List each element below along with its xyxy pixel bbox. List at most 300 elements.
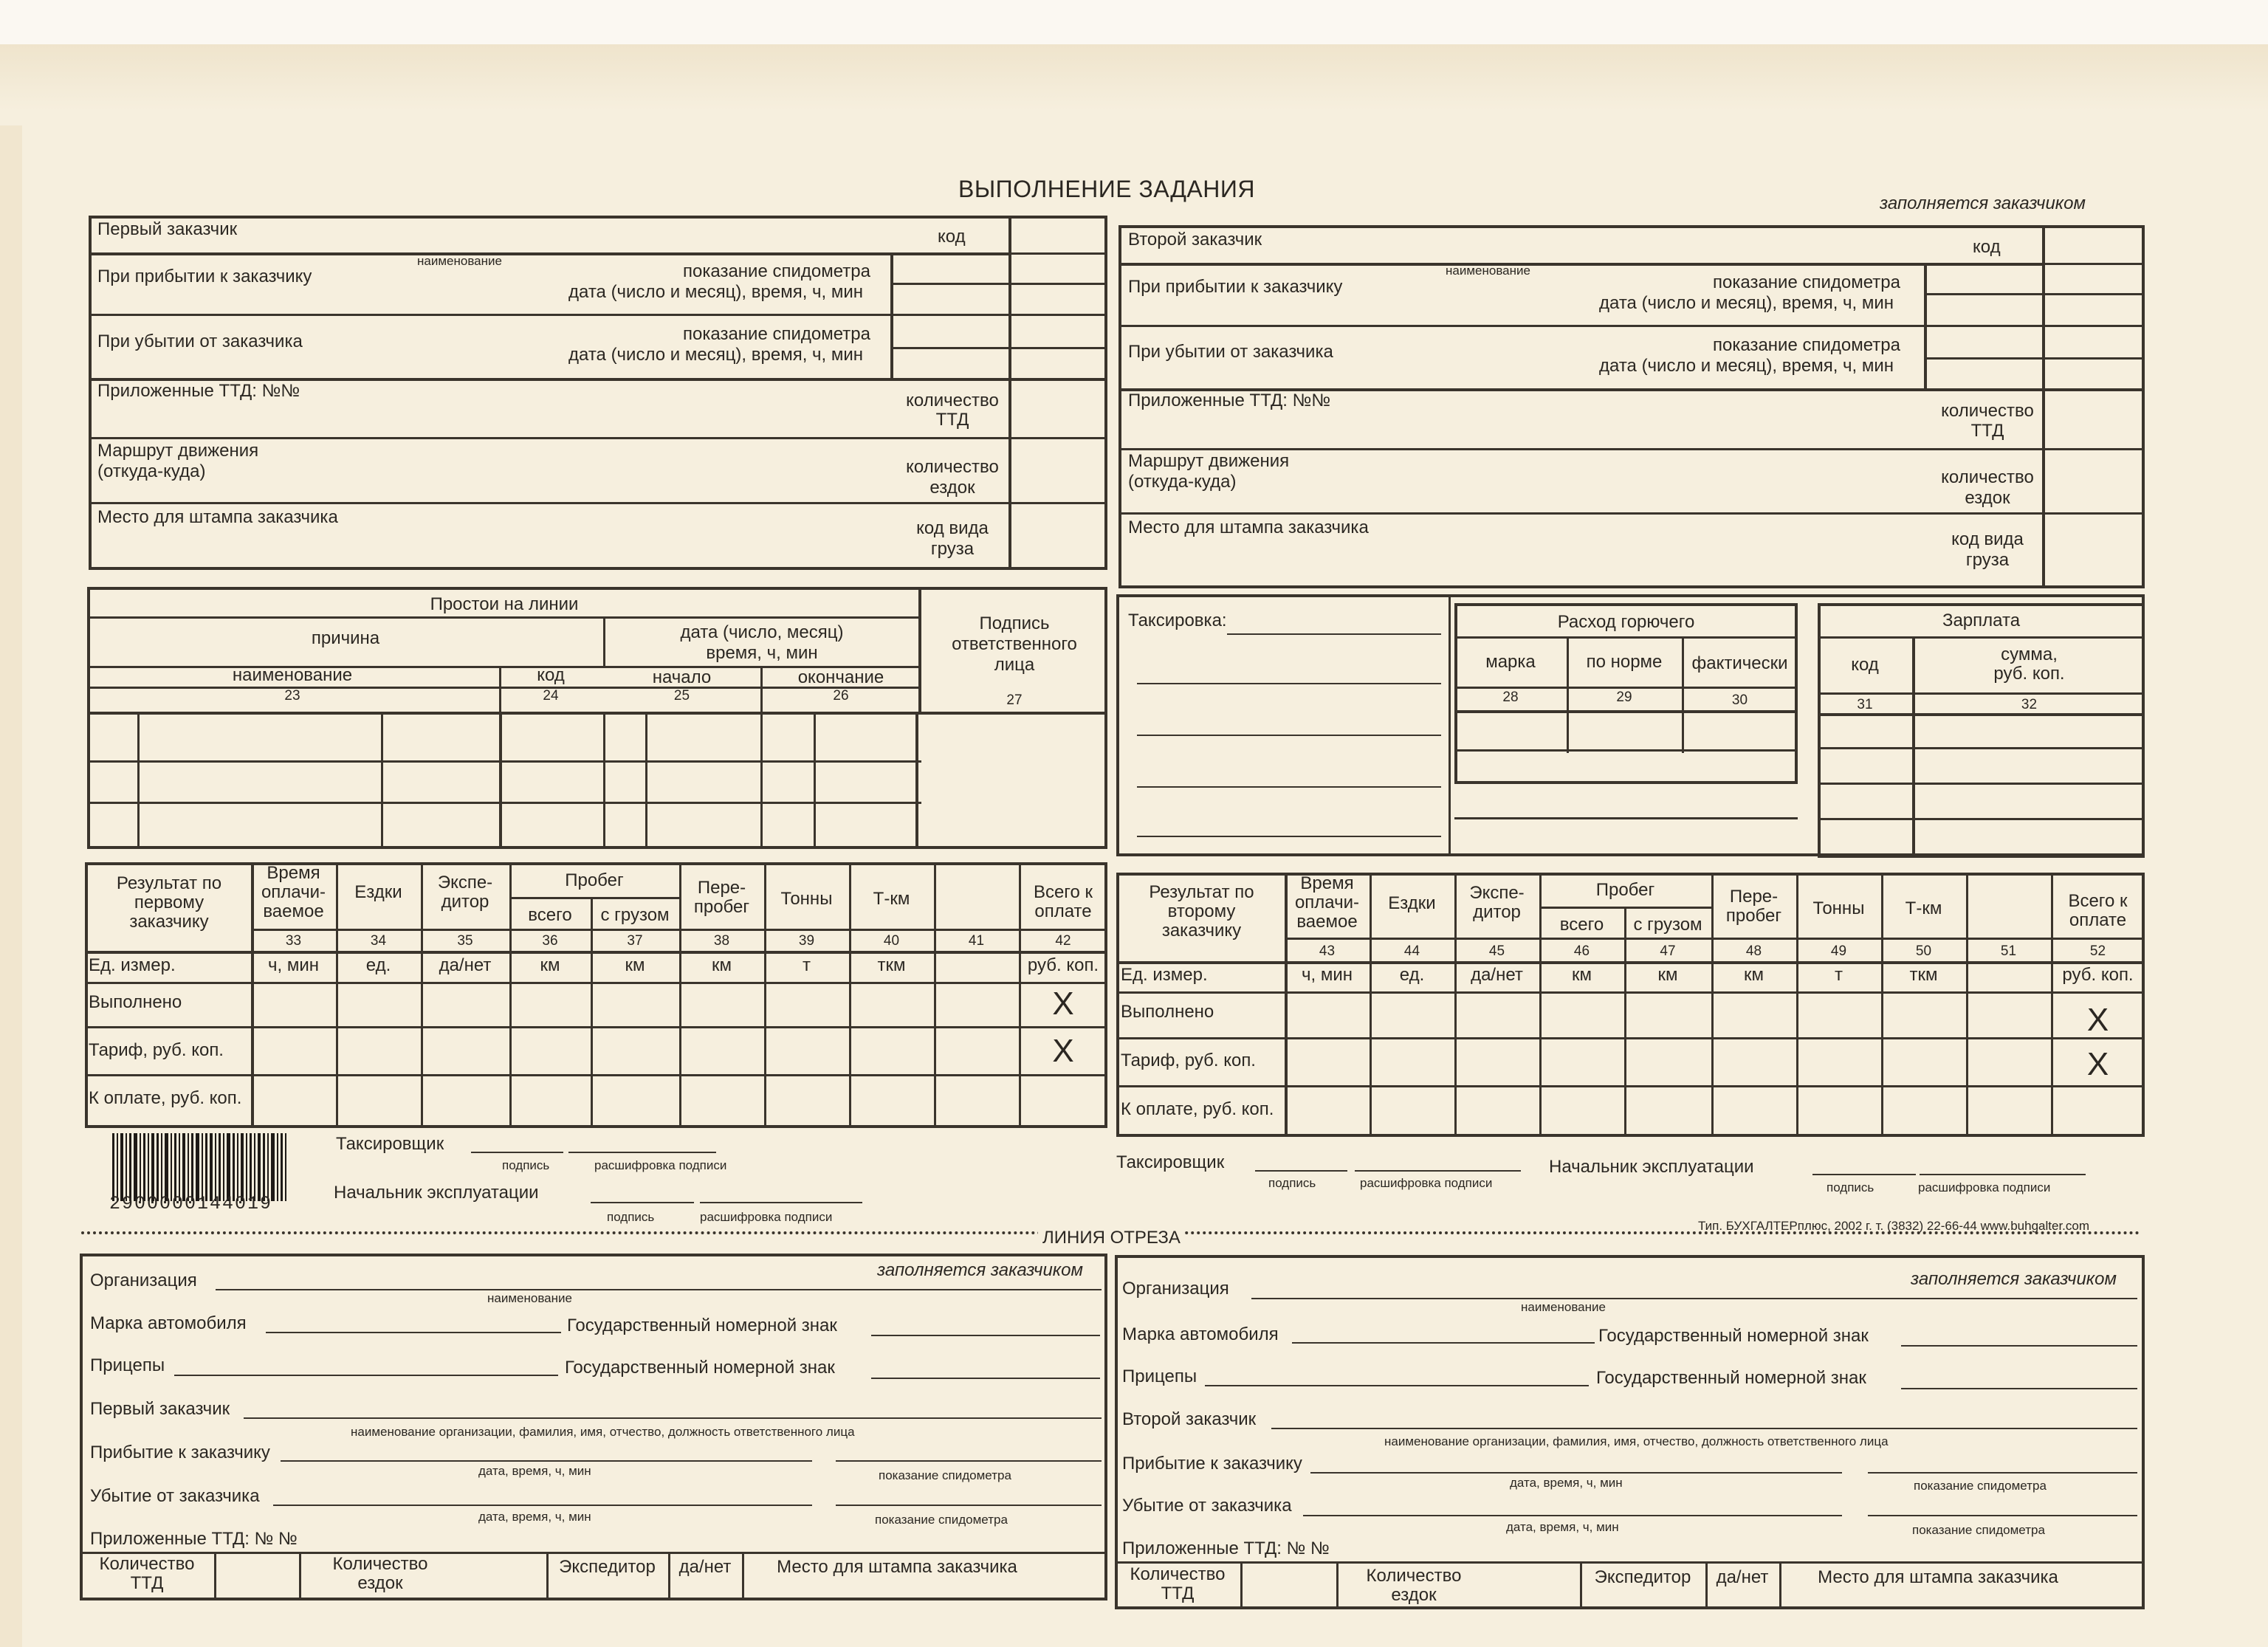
- fill-line: [1251, 1298, 2137, 1299]
- rule: [2042, 263, 2145, 265]
- cr-plate-2: Государственный номерной знак: [1596, 1368, 1866, 1388]
- cr-qty-ttd-1: Количество: [1130, 1564, 1226, 1584]
- sign-line: [568, 1152, 716, 1153]
- rule: [87, 802, 921, 804]
- c-arrival: Прибытие к заказчику: [90, 1443, 270, 1462]
- stamp-label-r: Место для штампа заказчика: [1128, 518, 1369, 537]
- unit-t-r: т: [1835, 965, 1843, 985]
- row-done-r: Выполнено: [1121, 1002, 1214, 1022]
- num-35: 35: [457, 933, 473, 949]
- res1-total: всего: [528, 905, 572, 925]
- unit-time-r: ч, мин: [1302, 965, 1353, 985]
- unit-km2-r: км: [1657, 965, 1678, 985]
- row-tariff: Тариф, руб. коп.: [89, 1040, 224, 1060]
- res1-mileage: Пробег: [565, 870, 624, 890]
- unit-km1-r: км: [1572, 965, 1592, 985]
- datetime-label-r: дата (число и месяц), время, ч, мин: [1599, 293, 1894, 313]
- cr-org-hint: наименование организации, фамилия, имя, отчество, должность ответственного лица: [1384, 1434, 1889, 1448]
- num-28: 28: [1502, 690, 1519, 705]
- rule: [1924, 357, 2145, 360]
- fill-line: [1303, 1515, 1842, 1516]
- downtime-name: наименование: [232, 665, 353, 685]
- rule: [1118, 263, 2045, 266]
- rule: [1285, 938, 2145, 940]
- sig-3: лица: [994, 655, 1035, 675]
- fill-line: [1901, 1345, 2137, 1347]
- cr-plate: Государственный номерной знак: [1598, 1326, 1869, 1346]
- units-label: Ед. измер.: [89, 955, 176, 975]
- qty-ttd-2: ТТД: [935, 410, 969, 430]
- sig-decode-hint-2: расшифровка подписи: [700, 1210, 833, 1224]
- taxing-line: [1137, 683, 1441, 684]
- rule: [1454, 817, 1798, 819]
- sign-line: [1255, 1170, 1347, 1172]
- res2-over-1: Пере-: [1729, 887, 1779, 907]
- fill-line: [244, 1417, 1102, 1419]
- hint-name-2: наименование: [1446, 264, 1530, 278]
- rule: [85, 951, 1107, 954]
- unit-time: ч, мин: [268, 955, 319, 975]
- num-41: 41: [968, 933, 985, 949]
- rule: [1818, 713, 2145, 716]
- qty-ttd-r1: количество: [1941, 401, 2034, 421]
- c-yesno: да/нет: [678, 1557, 732, 1577]
- cr-expeditor: Экспедитор: [1594, 1567, 1691, 1587]
- fuel-header: Расход горючего: [1557, 612, 1695, 632]
- res2-title-1: Результат по: [1149, 882, 1254, 902]
- res2-time-2: оплачи-: [1294, 893, 1360, 912]
- first-customer-label: Первый заказчик: [97, 219, 238, 239]
- num-49: 49: [1830, 943, 1847, 959]
- rule: [87, 616, 921, 619]
- res2-trips: Ездки: [1388, 893, 1436, 913]
- sig-hint-3: подпись: [1268, 1176, 1316, 1190]
- num-47: 47: [1660, 943, 1676, 959]
- num-33: 33: [285, 933, 302, 949]
- taxing-label: Таксировка:: [1128, 611, 1227, 630]
- res2-title-3: заказчику: [1161, 921, 1242, 941]
- qty-trips-2: ездок: [929, 478, 975, 498]
- c-first: Первый заказчик: [90, 1399, 230, 1419]
- c-ttd: Приложенные ТТД: № №: [90, 1529, 298, 1549]
- res1-loaded: с грузом: [600, 905, 670, 925]
- res1-time-3: ваемое: [263, 901, 324, 921]
- filled-by-customer-top: заполняется заказчиком: [1880, 193, 2086, 213]
- res2-time-1: Время: [1300, 873, 1354, 893]
- res2-mileage: Пробег: [1595, 880, 1655, 900]
- rule: [1454, 636, 1798, 639]
- rule: [1116, 991, 2145, 994]
- res2-tons: Тонны: [1812, 898, 1865, 918]
- unit-tkm: ткм: [877, 955, 906, 975]
- num-36: 36: [542, 933, 558, 949]
- fill-line: [1868, 1472, 2137, 1474]
- rule: [1454, 710, 1798, 713]
- second-code-col: [2042, 225, 2045, 588]
- unit-km3: км: [712, 955, 732, 975]
- cr-qty-ttd-2: ТТД: [1161, 1584, 1195, 1603]
- sign-line: [471, 1152, 563, 1153]
- num-25: 25: [673, 688, 690, 704]
- res2-over-2: пробег: [1725, 906, 1782, 926]
- fill-line: [1205, 1385, 1589, 1386]
- form-title: ВЫПОЛНЕНИЕ ЗАДАНИЯ: [958, 176, 1255, 202]
- num-31: 31: [1857, 697, 1873, 712]
- rule: [1624, 907, 1626, 1137]
- salary-sum-1: сумма,: [2001, 644, 2058, 664]
- rule: [1966, 873, 1968, 1137]
- rule: [1818, 818, 2145, 820]
- c-dt-hint-2: дата, время, ч, мин: [478, 1510, 591, 1524]
- unit-rub: руб. коп.: [1027, 955, 1099, 975]
- rule: [1818, 636, 2145, 639]
- cargo-code-r1: код вида: [1951, 529, 2024, 549]
- cr-trailers: Прицепы: [1122, 1366, 1197, 1386]
- rule: [603, 712, 605, 849]
- c-departure: Убытие от заказчика: [90, 1486, 260, 1506]
- downtime-inner-grid: [499, 712, 918, 849]
- rule: [1818, 783, 2145, 785]
- route-1: Маршрут движения: [97, 441, 259, 461]
- rule: [1115, 1561, 2145, 1564]
- num-32: 32: [2021, 697, 2038, 712]
- cr-speedo-hint-2: показание спидометра: [1912, 1523, 2045, 1537]
- qty-trips-r2: ездок: [1965, 488, 2010, 508]
- cr-second: Второй заказчик: [1122, 1409, 1257, 1429]
- paper-edge: [0, 44, 2268, 111]
- res1-time-1: Время: [267, 863, 320, 883]
- cross-mark: X: [1052, 986, 1074, 1022]
- sign-line: [1812, 1174, 1916, 1175]
- fill-line: [1868, 1515, 2137, 1516]
- sign-line: [1920, 1174, 2086, 1175]
- taxing-line: [1137, 735, 1441, 736]
- paper-left-edge: [0, 125, 22, 1647]
- cr-qty-trips-2: ездок: [1391, 1585, 1437, 1605]
- rule: [1454, 749, 1798, 752]
- rule: [89, 437, 1107, 439]
- cr-speedo-hint: показание спидометра: [1914, 1479, 2047, 1493]
- rule: [1818, 747, 2145, 749]
- num-29: 29: [1616, 690, 1632, 705]
- fill-line: [836, 1505, 1102, 1506]
- unit-t: т: [803, 955, 811, 975]
- qty-ttd-1: количество: [906, 391, 999, 410]
- res1-exp-2: дитор: [441, 892, 489, 912]
- unit-trips: ед.: [365, 955, 391, 975]
- printer-imprint: Тип. БУХГАЛТЕРплюс, 2002 г. т. (3832) 22-66-44 www.buhgalter.com: [1698, 1219, 2090, 1233]
- rule: [1449, 594, 1451, 856]
- taxing-line: [1137, 786, 1441, 788]
- route-2: (откуда-куда): [97, 461, 206, 481]
- c-stamp: Место для штампа заказчика: [777, 1557, 1017, 1577]
- num-38: 38: [713, 933, 730, 949]
- res1-over-2: пробег: [693, 897, 750, 917]
- rule: [89, 252, 1011, 255]
- sig-hint: подпись: [502, 1158, 550, 1172]
- c-qty-trips-1: Количество: [332, 1554, 428, 1574]
- res2-loaded: с грузом: [1633, 915, 1702, 935]
- unit-km3-r: км: [1744, 965, 1764, 985]
- first-customer-code-label: код: [938, 227, 966, 247]
- barcode: [112, 1133, 310, 1201]
- num-42: 42: [1055, 933, 1071, 949]
- c-org-hint: наименование организации, фамилия, имя, отчество, должность ответственного лица: [351, 1425, 855, 1439]
- num-52: 52: [2089, 943, 2106, 959]
- rule: [509, 862, 512, 1128]
- cargo-code-r2: груза: [1965, 550, 2010, 570]
- rule: [137, 712, 140, 849]
- fill-line: [174, 1375, 558, 1376]
- rule: [1924, 293, 2145, 295]
- second-customer-label: Второй заказчик: [1128, 230, 1262, 250]
- cr-stamp: Место для штампа заказчика: [1818, 1567, 2058, 1587]
- sign-line: [1355, 1170, 1521, 1172]
- unit-rub-r: руб. коп.: [2062, 965, 2134, 985]
- speedo-label-2: показание спидометра: [683, 324, 870, 344]
- row-done: Выполнено: [89, 992, 182, 1012]
- fuel-actual: фактически: [1691, 653, 1788, 673]
- cross-mark: X: [1052, 1033, 1074, 1069]
- rule: [1116, 1037, 2145, 1039]
- c-qty-ttd-1: Количество: [99, 1554, 195, 1574]
- rule: [85, 982, 1107, 984]
- tax-clerk-right: Таксировщик: [1116, 1152, 1225, 1172]
- cr-departure: Убытие от заказчика: [1122, 1496, 1292, 1516]
- cross-mark: X: [2086, 1046, 2109, 1082]
- rule: [1118, 448, 2145, 450]
- rule: [80, 1552, 1107, 1554]
- res2-time-3: ваемое: [1296, 912, 1358, 932]
- num-34: 34: [370, 933, 387, 949]
- row-tariff-r: Тариф, руб. коп.: [1121, 1051, 1256, 1070]
- res2-exp-1: Экспе-: [1469, 883, 1525, 903]
- c-speedo-hint: показание спидометра: [879, 1468, 1011, 1482]
- rule: [890, 347, 1107, 349]
- rule: [85, 1074, 1107, 1076]
- res2-tkm: Т-км: [1905, 898, 1942, 918]
- rule: [645, 712, 647, 849]
- speedo-label-r: показание спидометра: [1713, 272, 1900, 292]
- sign-line: [700, 1202, 862, 1203]
- num-27: 27: [1006, 692, 1023, 708]
- rule: [814, 712, 816, 849]
- rule: [87, 760, 921, 763]
- cargo-code-2: груза: [930, 539, 975, 559]
- c-name-hint: наименование: [487, 1291, 572, 1305]
- num-45: 45: [1488, 943, 1505, 959]
- rule: [85, 1026, 1107, 1028]
- c-org: Организация: [90, 1271, 197, 1290]
- sig-decode-hint-4: расшифровка подписи: [1918, 1180, 2051, 1194]
- taxing-line: [1137, 836, 1441, 837]
- fill-line: [216, 1289, 1102, 1290]
- c-qty-trips-2: ездок: [357, 1573, 403, 1593]
- fill-line: [836, 1460, 1102, 1462]
- num-50: 50: [1915, 943, 1932, 959]
- fill-line: [871, 1335, 1100, 1336]
- cut-line-label: ЛИНИЯ ОТРЕЗА: [1038, 1228, 1185, 1248]
- res1-pay-1: Всего к: [1033, 882, 1093, 902]
- downtime-code: код: [537, 665, 565, 685]
- num-44: 44: [1403, 943, 1420, 959]
- downtime-header: Простои на линии: [430, 594, 579, 614]
- scan-background: [0, 0, 2268, 44]
- salary-sum-2: руб. коп.: [1993, 664, 2065, 684]
- cross-mark: X: [2086, 1002, 2109, 1038]
- unit-exp-r: да/нет: [1471, 965, 1523, 985]
- route-r1: Маршрут движения: [1128, 451, 1290, 471]
- second-customer-code-label: код: [1973, 237, 2001, 257]
- c-trailers: Прицепы: [90, 1355, 165, 1375]
- sig-decode-hint-3: расшифровка подписи: [1360, 1176, 1493, 1190]
- units-label-r: Ед. измер.: [1121, 965, 1208, 985]
- fuel-norm: по норме: [1586, 652, 1663, 672]
- res1-title-2: первому: [134, 893, 205, 912]
- fuel-brand: марка: [1485, 652, 1536, 672]
- fill-line: [1901, 1388, 2137, 1389]
- cr-arrival: Прибытие к заказчику: [1122, 1454, 1302, 1474]
- rule: [214, 1552, 216, 1600]
- res1-over-1: Пере-: [697, 878, 746, 898]
- rule: [934, 862, 936, 1128]
- res1-tkm: Т-км: [873, 889, 910, 909]
- cr-dt-hint-2: дата, время, ч, мин: [1506, 1520, 1619, 1534]
- cargo-code-1: код вида: [916, 518, 989, 538]
- rule: [381, 712, 383, 849]
- unit-exp: да/нет: [439, 955, 492, 975]
- ttd-label-r: Приложенные ТТД: №№: [1128, 391, 1331, 410]
- res1-exp-1: Экспе-: [437, 873, 493, 893]
- rule: [89, 314, 1107, 316]
- res1-trips: Ездки: [354, 882, 402, 902]
- res2-pay-2: оплате: [2069, 910, 2127, 930]
- res2-total: всего: [1559, 915, 1604, 935]
- speedo-label: показание спидометра: [683, 261, 870, 281]
- downtime-end: окончание: [797, 667, 884, 687]
- res1-tons: Тонны: [780, 889, 833, 909]
- datetime-label-2: дата (число и месяц), время, ч, мин: [568, 345, 864, 365]
- arrival-label: При прибытии к заказчику: [97, 267, 312, 286]
- cr-yesno: да/нет: [1716, 1567, 1769, 1587]
- res2-title-2: второму: [1167, 901, 1236, 921]
- sig-2: ответственного: [952, 634, 1077, 654]
- rule: [1118, 512, 2145, 515]
- fill-line: [273, 1505, 812, 1506]
- downtime-start: начало: [652, 667, 712, 687]
- datetime-label-r2: дата (число и месяц), время, ч, мин: [1599, 356, 1894, 376]
- chief-left: Начальник эксплуатации: [334, 1183, 539, 1203]
- res1-pay-2: оплате: [1034, 901, 1092, 921]
- c-expeditor: Экспедитор: [559, 1557, 656, 1577]
- res1-time-2: оплачи-: [261, 882, 326, 902]
- row-pay: К оплате, руб. коп.: [89, 1088, 242, 1108]
- rule: [89, 502, 1107, 504]
- num-30: 30: [1731, 692, 1748, 708]
- c-speedo-hint-2: показание спидометра: [875, 1513, 1008, 1527]
- rule: [1539, 907, 1711, 909]
- sign-line: [591, 1202, 694, 1203]
- taxing-line: [1227, 633, 1441, 635]
- c-qty-ttd-2: ТТД: [130, 1573, 164, 1593]
- qty-trips-1: количество: [906, 457, 999, 477]
- rule: [336, 862, 338, 1128]
- sig-decode-hint: расшифровка подписи: [594, 1158, 727, 1172]
- arrival-label-r: При прибытии к заказчику: [1128, 277, 1343, 297]
- num-39: 39: [798, 933, 815, 949]
- cr-ttd: Приложенные ТТД: № №: [1122, 1538, 1330, 1558]
- speedo-label-r2: показание спидометра: [1713, 335, 1900, 355]
- c-plate: Государственный номерной знак: [567, 1316, 837, 1335]
- first-code-col: [1008, 216, 1011, 570]
- row-pay-r: К оплате, руб. коп.: [1121, 1099, 1274, 1119]
- qty-trips-r1: количество: [1941, 467, 2034, 487]
- rule: [1116, 961, 2145, 964]
- chief-right: Начальник эксплуатации: [1549, 1157, 1754, 1177]
- res2-pay-1: Всего к: [2068, 891, 2128, 911]
- num-24: 24: [543, 688, 559, 704]
- datetime-label: дата (число и месяц), время, ч, мин: [568, 282, 864, 302]
- departure-label: При убытии от заказчика: [97, 331, 303, 351]
- num-37: 37: [627, 933, 643, 949]
- ttd-label: Приложенные ТТД: №№: [97, 381, 300, 401]
- departure-label-r: При убытии от заказчика: [1128, 342, 1333, 362]
- rule: [1240, 1561, 1243, 1609]
- unit-trips-r: ед.: [1399, 965, 1425, 985]
- unit-km2: км: [625, 955, 645, 975]
- fill-line: [871, 1378, 1100, 1379]
- num-26: 26: [833, 688, 849, 704]
- downtime-cause: причина: [311, 628, 380, 648]
- unit-km1: км: [540, 955, 560, 975]
- num-48: 48: [1745, 943, 1762, 959]
- c-car: Марка автомобиля: [90, 1313, 247, 1333]
- salary-code: код: [1851, 655, 1879, 675]
- rule: [509, 897, 679, 899]
- coupon-filled-left: заполняется заказчиком: [877, 1260, 1083, 1280]
- tax-clerk-left: Таксировщик: [336, 1134, 444, 1154]
- fill-line: [266, 1332, 561, 1333]
- cr-car: Марка автомобиля: [1122, 1324, 1279, 1344]
- hint-name: наименование: [417, 254, 502, 268]
- c-plate-2: Государственный номерной знак: [565, 1358, 835, 1378]
- sig-1: Подпись: [979, 613, 1050, 633]
- downtime-date-2: время, ч, мин: [706, 643, 818, 663]
- cr-dt-hint: дата, время, ч, мин: [1510, 1476, 1623, 1490]
- res2-exp-2: дитор: [1473, 902, 1521, 922]
- num-46: 46: [1573, 943, 1590, 959]
- num-51: 51: [2000, 943, 2017, 959]
- rule: [890, 283, 1107, 285]
- rule: [760, 712, 763, 849]
- rule: [1116, 1085, 2145, 1087]
- num-43: 43: [1319, 943, 1336, 959]
- rule: [251, 929, 1107, 931]
- sig-hint-2: подпись: [607, 1210, 655, 1224]
- num-40: 40: [883, 933, 900, 949]
- fill-line: [1271, 1428, 2137, 1429]
- unit-tkm-r: ткм: [1909, 965, 1938, 985]
- num-23: 23: [284, 688, 300, 704]
- coupon-filled-right: заполняется заказчиком: [1911, 1269, 2117, 1289]
- qty-ttd-r2: ТТД: [1970, 421, 2004, 441]
- rule: [1539, 873, 1542, 1137]
- cr-qty-trips-1: Количество: [1366, 1566, 1462, 1586]
- salary-header: Зарплата: [1942, 611, 2021, 630]
- route-r2: (откуда-куда): [1128, 472, 1237, 492]
- stamp-label: Место для штампа заказчика: [97, 507, 338, 527]
- downtime-date-1: дата (число, месяц): [680, 622, 844, 642]
